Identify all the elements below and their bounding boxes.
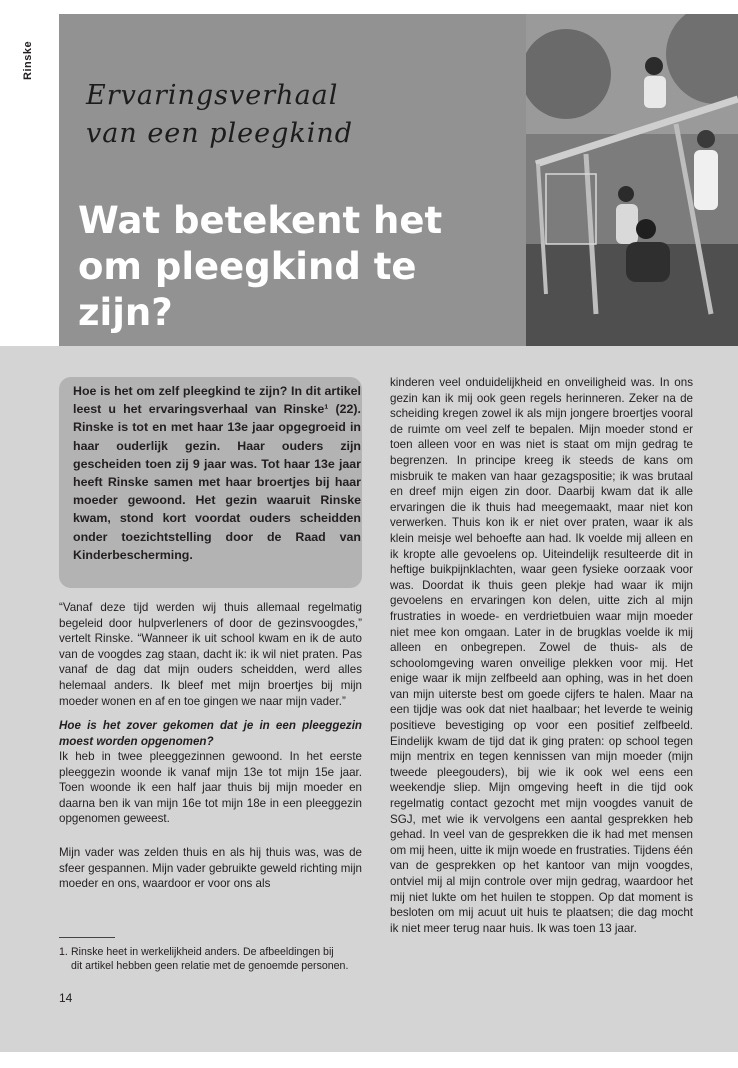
- paragraph-2: Ik heb in twee pleeggezinnen gewoond. In het eerste pleeggezin woonde ik vanaf mijn 13e tot mijn 15e jaar. Toen woonde ik een half jaar thuis bij mijn moeder en daarna ben ik van mijn 16e tot mijn 18e in een pleeggezin opgenomen geweest.: [59, 750, 362, 826]
- question-heading: Hoe is het zover gekomen dat je in een pleeggezin moest worden opgenomen?: [59, 719, 362, 748]
- paragraph-3: Mijn vader was zelden thuis en als hij thuis was, was de sfeer gespannen. Mijn vader gebruikte geweld richting mijn moeder en ons, waardoor er voor ons als: [59, 846, 362, 891]
- handwriting-line-2: van een pleegkind: [86, 118, 354, 149]
- page-number: 14: [59, 991, 73, 1005]
- footnote-line-2: dit artikel hebben geen relatie met de genoemde personen.: [71, 960, 349, 973]
- intro-text: Hoe is het om zelf pleegkind te zijn? In dit artikel leest u het ervaringsverhaal van Rinske¹ (22). Rinske is tot en met haar 13e jaar opgegroeid in haar ouderlijk gezin. Haar ouders zijn gescheiden toen zij 9 jaar was. Tot haar 13e jaar heeft Rinske samen met haar broertjes bij haar moeder gewoond. Het gezin waaruit Rinske kwam, stond kort voordat ouders scheidden onder toezichtstelling door de Raad van Kinderbescherming.: [73, 384, 361, 562]
- paragraph-1: “Vanaf deze tijd werden wij thuis allemaal regelmatig begeleid door hulpverleners of door de gezinsvoogdes,” vertelt Rinske. “Wanneer ik uit school kwam en ik de auto van de voogdes zag staan, dacht ik: ik wil niet praten. Pas vanaf de dag dat mijn ouders scheidden, werd alles helemaal anders. Ik bleef met mijn broertjes bij mijn moeder wonen en af en toe gingen we naar mijn vader.”: [59, 601, 362, 708]
- page-title: [78, 198, 518, 336]
- playground-photo: [526, 14, 738, 346]
- header: [0, 0, 738, 346]
- right-column-text: kinderen veel onduidelijkheid en onveiligheid was. In ons gezin kan ik mij ook geen regels herinneren. Zeker na de scheiding kregen zowel ik als mijn jongere broertjes vooral de ruimte om veel zelf te bepalen. Mijn moeder stond er toen alleen voor en was niet is staat om mijn gedrag te begrenzen. In principe kreeg ik steeds de kans om misbruik te maken van haar gezagspositie; ik was brutaal en dreef mijn eigen zin door. Daarbij kwam dat ik alle ervaringen die ik thuis had meegemaakt, maar niet kon verwerken. Thuis kon ik er niet over praten, waar ik als klein meisje wel behoefte aan had. Ik voelde mij alleen en ik kropte alle gevoelens op. Uiteindelijk resulteerde dit in heftige buikpijnklachten, waar geen fysieke oorzaak voor was. Doordat ik thuis geen plekje had waar ik mijn gevoelens en ervaringen kon delen, uitte zich al mijn frustraties in woede- en verdrietbuien waar mijn moeder niet mee kon omgaan. Later in de brugklas voelde ik mij alleen en onbegrepen. Zowel de thuis- als de schoolomgeving waren onveilige plekken voor mij. Het enige waar ik mijn zelfbeeld aan ophing, was in het doen van mijn uiterste best om goede cijfers te halen. Maar na een tijdje was ook dat niet haalbaar; het leverde te weinig positieve bevestiging op voor een positief zelfbeeld. Eindelijk kwam de tijd dat ik ging praten: op school tegen mijn mentrix en tegen kennissen van mijn moeder (mijn tweede pleegouders), bij wie ik ook wel eens een weekendje sliep. Mijn omgeving heeft in die tijd ook regelmatig contact gezocht met mijn voogdes vanuit de SGJ, met wie ik vervolgens een aantal gesprekken heb gehad. In veel van de gesprekken die ik had met mensen om mij heen, uitte ik mijn woede en frustraties. Tijdens één van de gesprekken op het kantoor van mijn voogdes, ontviel mij al mijn controle over mijn gedrag, waardoor het mij niet lukte om het huilen te stoppen. Op dat moment is besloten om mij acuut uit huis te plaatsen; die dag mocht ik niet meer terug naar huis. Ik was toen 13 jaar.: [390, 376, 693, 935]
- photo-illustration: [526, 14, 738, 346]
- title-line-2: om pleegkind te zijn?: [78, 245, 417, 334]
- bottom-margin: [0, 1052, 738, 1068]
- footnote: [59, 945, 369, 974]
- handwriting-line-1: Ervaringsverhaal: [86, 80, 339, 111]
- side-label: Rinske: [22, 40, 34, 80]
- footnote-number: 1.: [59, 946, 68, 958]
- footnote-rule: [59, 937, 115, 938]
- footnote-line-1: Rinske heet in werkelijkheid anders. De afbeeldingen bij: [71, 946, 334, 958]
- title-line-1: Wat betekent het: [78, 199, 443, 242]
